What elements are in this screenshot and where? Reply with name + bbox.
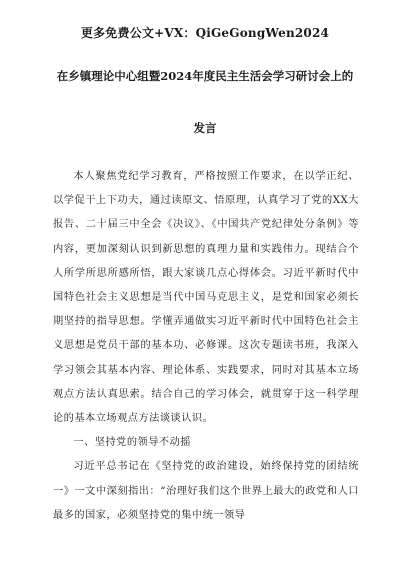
body-paragraph: 习近平总书记在《坚持党的政治建设，始终保持党的团结统一》一文中深刻指出：“治理好我们这个世界上最大的政党和人口最多的国家，必须坚持党的集中统一领导: [53, 461, 359, 521]
document-body: [53, 165, 359, 528]
document-title-continued: 发言: [193, 121, 217, 135]
document-title: 在乡镇理论中心组暨2024年度民主生活会学习研讨会上的: [56, 69, 354, 83]
promo-header: 更多免费公文+VX：QiGeGongWen2024: [80, 26, 330, 40]
section-heading: 一、坚持党的领导不动摇: [73, 437, 191, 449]
body-paragraph: 本人聚焦党纪学习教育，严格按照工作要求，在以学正纪、以学促干上下功夫，通过读原文、悟原理，认真学习了党的XX大报告、二十届三中全会《决议》、《中国共产党纪律处分条例》等内容，更加深刻认识到新思想的真理力量和实践伟力。现结合个人所学所思所感所悟，跟大家谈几点心得体会。习近平新时代中国特色社会主义思想是当代中国马克思主义，是党和国家必须长期坚持的指导思想。学懂弄通做实习近平新时代中国特色社会主义思想是党员干部的基本功、必修课。这次专题读书班，我深入学习领会其基本内容、理论体系、实践要求，同时对其基本立场观点方法认真思索。结合自己的学习体会，就贯穿于这一科学理论的基本立场观点方法谈谈认识。: [53, 171, 359, 425]
